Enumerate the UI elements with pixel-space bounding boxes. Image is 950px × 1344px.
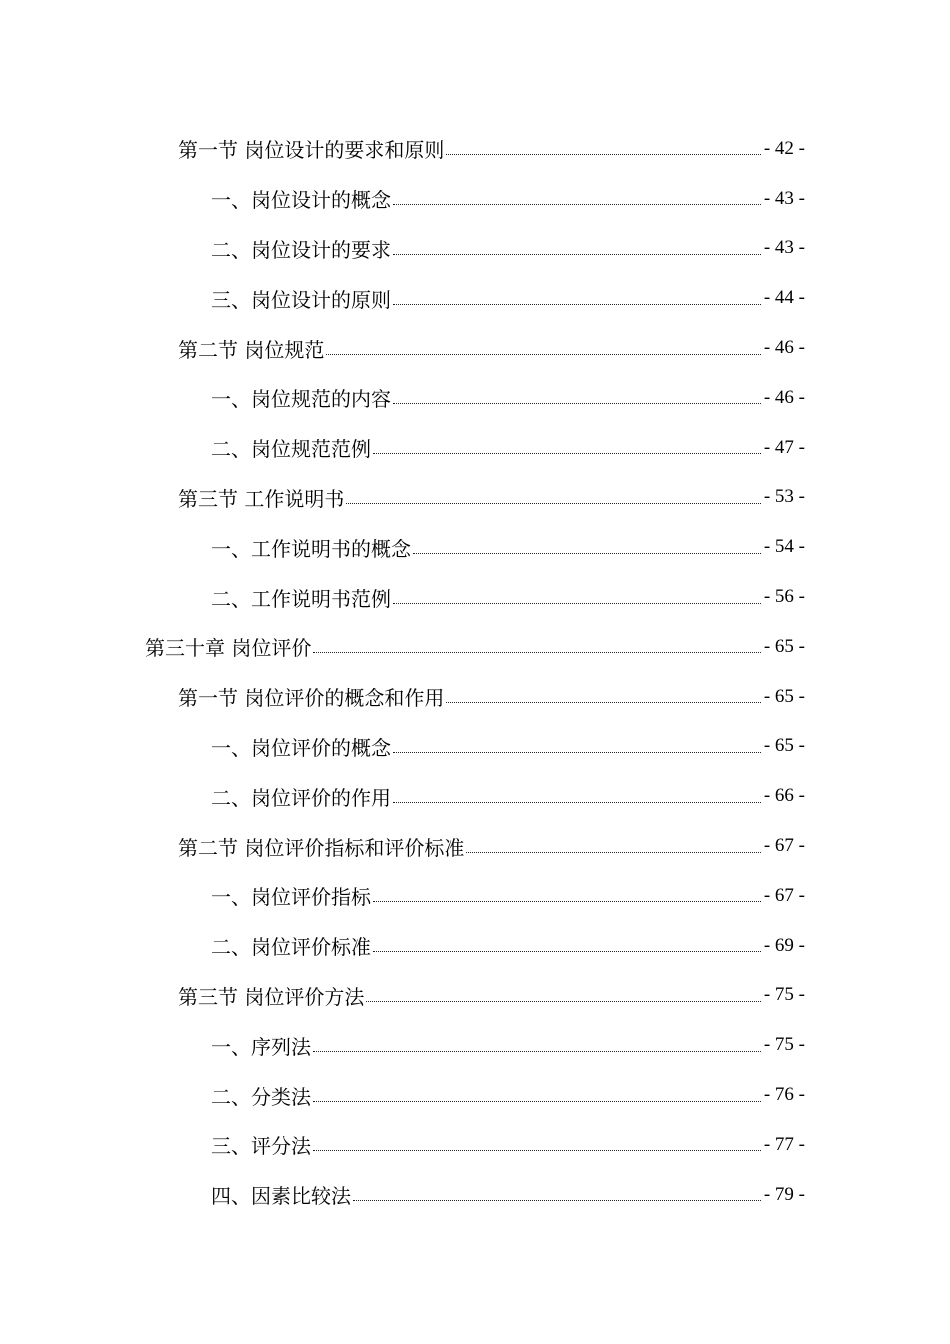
toc-entry[interactable] — [0, 871, 950, 921]
toc-entry-title: 第三十章 岗位评价 — [145, 636, 312, 661]
toc-entry[interactable] — [0, 1120, 950, 1170]
toc-entry[interactable] — [0, 821, 950, 871]
toc-entry-title: 第一节 岗位设计的要求和原则 — [178, 138, 445, 163]
dot-leader — [313, 652, 760, 653]
toc-entry[interactable] — [0, 622, 950, 672]
toc-entry-page: - 75 - — [763, 984, 805, 1006]
toc-entry-title: 二、岗位评价的作用 — [211, 785, 391, 810]
toc-entry-page: - 65 - — [763, 685, 805, 707]
toc-entry-title: 二、岗位规范范例 — [211, 437, 371, 462]
dot-leader — [393, 603, 761, 604]
toc-entry-page: - 47 - — [763, 436, 805, 458]
toc-entry-page: - 65 - — [763, 735, 805, 757]
toc-entry[interactable] — [0, 572, 950, 622]
toc-entry-page: - 76 - — [763, 1084, 805, 1106]
toc-entry-title: 一、岗位评价的概念 — [211, 735, 391, 760]
dot-leader — [313, 1150, 761, 1151]
toc-entry-title: 第二节 岗位规范 — [178, 337, 325, 362]
toc-entry-page: - 44 - — [763, 287, 805, 309]
dot-leader — [313, 1101, 761, 1102]
toc-entry[interactable] — [0, 722, 950, 772]
toc-entry-title: 一、岗位设计的概念 — [211, 188, 391, 213]
toc-entry-page: - 54 - — [763, 536, 805, 558]
toc-entry-page: - 67 - — [763, 835, 805, 857]
toc-entry[interactable] — [0, 1020, 950, 1070]
toc-entry[interactable] — [0, 273, 950, 323]
toc-entry[interactable] — [0, 921, 950, 971]
toc-entry-title: 二、岗位评价标准 — [211, 935, 371, 960]
dot-leader — [393, 204, 761, 205]
dot-leader — [393, 304, 761, 305]
toc-entry-page: - 42 - — [763, 137, 805, 159]
dot-leader — [393, 254, 761, 255]
toc-entry[interactable] — [0, 473, 950, 523]
toc-entry[interactable] — [0, 971, 950, 1021]
toc-entry-title: 第一节 岗位评价的概念和作用 — [178, 686, 445, 711]
dot-leader — [413, 553, 761, 554]
toc-entry-page: - 75 - — [763, 1034, 805, 1056]
toc-entry-page: - 66 - — [763, 785, 805, 807]
dot-leader — [373, 901, 761, 902]
toc-entry-page: - 69 - — [763, 934, 805, 956]
dot-leader — [313, 1051, 761, 1052]
dot-leader — [393, 752, 761, 753]
toc-entry[interactable] — [0, 522, 950, 572]
toc-entry[interactable] — [0, 771, 950, 821]
toc-entry-page: - 65 - — [763, 635, 805, 657]
toc-entry-title: 二、工作说明书范例 — [211, 586, 391, 611]
dot-leader — [373, 453, 761, 454]
toc-entry-title: 三、评分法 — [211, 1134, 311, 1159]
toc-entry[interactable] — [0, 373, 950, 423]
dot-leader — [326, 354, 760, 355]
toc-entry-title: 第二节 岗位评价指标和评价标准 — [178, 835, 465, 860]
toc-entry-page: - 77 - — [763, 1133, 805, 1155]
toc-entry-title: 一、序列法 — [211, 1034, 311, 1059]
dot-leader — [393, 802, 761, 803]
toc-entry-title: 第三节 工作说明书 — [178, 486, 345, 511]
toc-entry-title: 二、分类法 — [211, 1084, 311, 1109]
dot-leader — [353, 1200, 761, 1201]
toc-entry-title: 第三节 岗位评价方法 — [178, 984, 365, 1009]
toc-entry-page: - 43 - — [763, 237, 805, 259]
toc-entry-page: - 43 - — [763, 187, 805, 209]
dot-leader — [466, 852, 760, 853]
toc-entry-title: 三、岗位设计的原则 — [211, 287, 391, 312]
toc-entry-title: 一、工作说明书的概念 — [211, 536, 411, 561]
toc-entry-title: 二、岗位设计的要求 — [211, 237, 391, 262]
toc-entry-page: - 46 - — [763, 386, 805, 408]
toc-entry[interactable] — [0, 423, 950, 473]
dot-leader — [446, 154, 760, 155]
toc-entry-page: - 46 - — [763, 337, 805, 359]
toc-entry-page: - 53 - — [763, 486, 805, 508]
toc-entry-title: 四、因素比较法 — [211, 1184, 351, 1209]
toc-entry[interactable] — [0, 1170, 950, 1220]
toc-entry-title: 一、岗位评价指标 — [211, 885, 371, 910]
dot-leader — [373, 951, 761, 952]
toc-entry-page: - 56 - — [763, 586, 805, 608]
table-of-contents — [0, 124, 950, 1220]
toc-entry[interactable] — [0, 124, 950, 174]
toc-entry[interactable] — [0, 672, 950, 722]
toc-entry-page: - 67 - — [763, 884, 805, 906]
toc-entry[interactable] — [0, 1070, 950, 1120]
toc-entry[interactable] — [0, 323, 950, 373]
toc-entry[interactable] — [0, 224, 950, 274]
dot-leader — [393, 403, 761, 404]
dot-leader — [346, 503, 760, 504]
toc-entry[interactable] — [0, 174, 950, 224]
toc-entry-title: 一、岗位规范的内容 — [211, 387, 391, 412]
dot-leader — [446, 702, 760, 703]
dot-leader — [366, 1001, 760, 1002]
toc-entry-page: - 79 - — [763, 1183, 805, 1205]
